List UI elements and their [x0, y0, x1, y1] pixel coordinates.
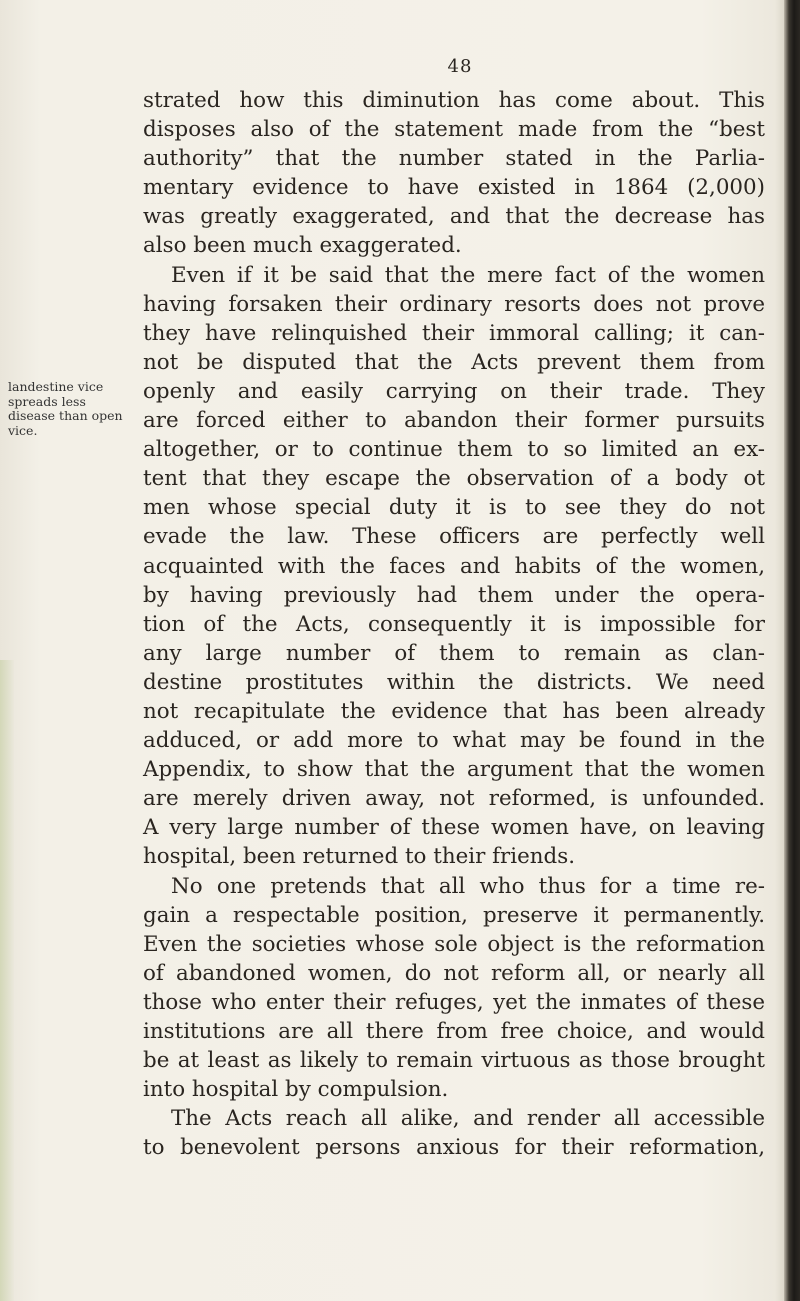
text-line: into hospital by compulsion.: [143, 1077, 449, 1103]
text-line: Even if it be said that the mere fact of the women: [171, 262, 765, 288]
text-line: having forsaken their ordinary resorts does not prove: [143, 291, 765, 317]
text-line: The Acts reach all alike, and render all accessible: [171, 1106, 765, 1132]
text-line: A very large number of these women have, on leaving: [143, 815, 765, 841]
text-line: mentary evidence to have existed in 1864 (2,000): [143, 175, 765, 201]
text-line: was greatly exaggerated, and that the decrease has: [143, 204, 765, 230]
text-line: institutions are all there from free choice, and would: [143, 1019, 765, 1044]
text-line: strated how this diminution has come about. This: [143, 88, 765, 113]
page-edge-stain: [0, 660, 14, 1301]
text-line: tent that they escape the observation of a body ot: [143, 466, 765, 492]
text-line: No one pretends that all who thus for a time re-: [171, 873, 765, 899]
text-line: destine prostitutes within the districts. We need: [143, 669, 765, 695]
text-line: be at least as likely to remain virtuous as those brought: [143, 1048, 765, 1074]
text-line: acquainted with the faces and habits of the women,: [143, 553, 765, 579]
text-line: not recapitulate the evidence that has been already: [143, 698, 765, 724]
text-line: evade the law. These officers are perfectly well: [143, 524, 765, 550]
text-line: also been much exaggerated.: [143, 233, 462, 259]
text-line: tion of the Acts, consequently it is impossible for: [143, 611, 765, 637]
text-line: openly and easily carrying on their trade. They: [143, 378, 765, 404]
text-line: are forced either to abandon their former pursuits: [143, 408, 765, 434]
text-line: those who enter their refuges, yet the inmates of these: [143, 989, 765, 1015]
text-line: hospital, been returned to their friends.: [143, 844, 576, 870]
text-line: Even the societies whose sole object is the reformation: [143, 931, 765, 957]
text-line: men whose special duty it is to see they do not: [143, 495, 765, 521]
text-line: to benevolent persons anxious for their reformation,: [143, 1135, 765, 1161]
marginal-note-line: landestine vice: [8, 379, 104, 394]
text-line: by having previously had them under the opera-: [143, 582, 765, 608]
text-line: Appendix, to show that the argument that the women: [143, 757, 765, 783]
text-line: adduced, or add more to what may be found in the: [143, 728, 765, 754]
text-line: authority” that the number stated in the Parlia-: [143, 146, 765, 172]
text-line: of abandoned women, do not reform all, or nearly all: [143, 960, 765, 986]
marginal-note-line: disease than open: [8, 408, 123, 423]
marginal-note-line: spreads less: [8, 393, 86, 409]
book-binding-edge: [784, 0, 800, 1301]
marginal-note-line: vice.: [8, 422, 38, 438]
text-line: they have relinquished their immoral calling; it can-: [143, 320, 765, 346]
text-line: gain a respectable position, preserve it permanently.: [143, 902, 765, 928]
text-line: disposes also of the statement made from the “best: [143, 117, 765, 143]
text-line: altogether, or to continue them to so limited an ex-: [143, 437, 765, 463]
text-line: any large number of them to remain as clan-: [143, 640, 765, 666]
page-number: 48: [447, 56, 473, 77]
text-line: not be disputed that the Acts prevent them from: [143, 349, 765, 375]
body-text: [143, 86, 765, 1162]
marginal-note: [8, 380, 140, 438]
text-line: are merely driven away, not reformed, is unfounded.: [143, 786, 765, 812]
